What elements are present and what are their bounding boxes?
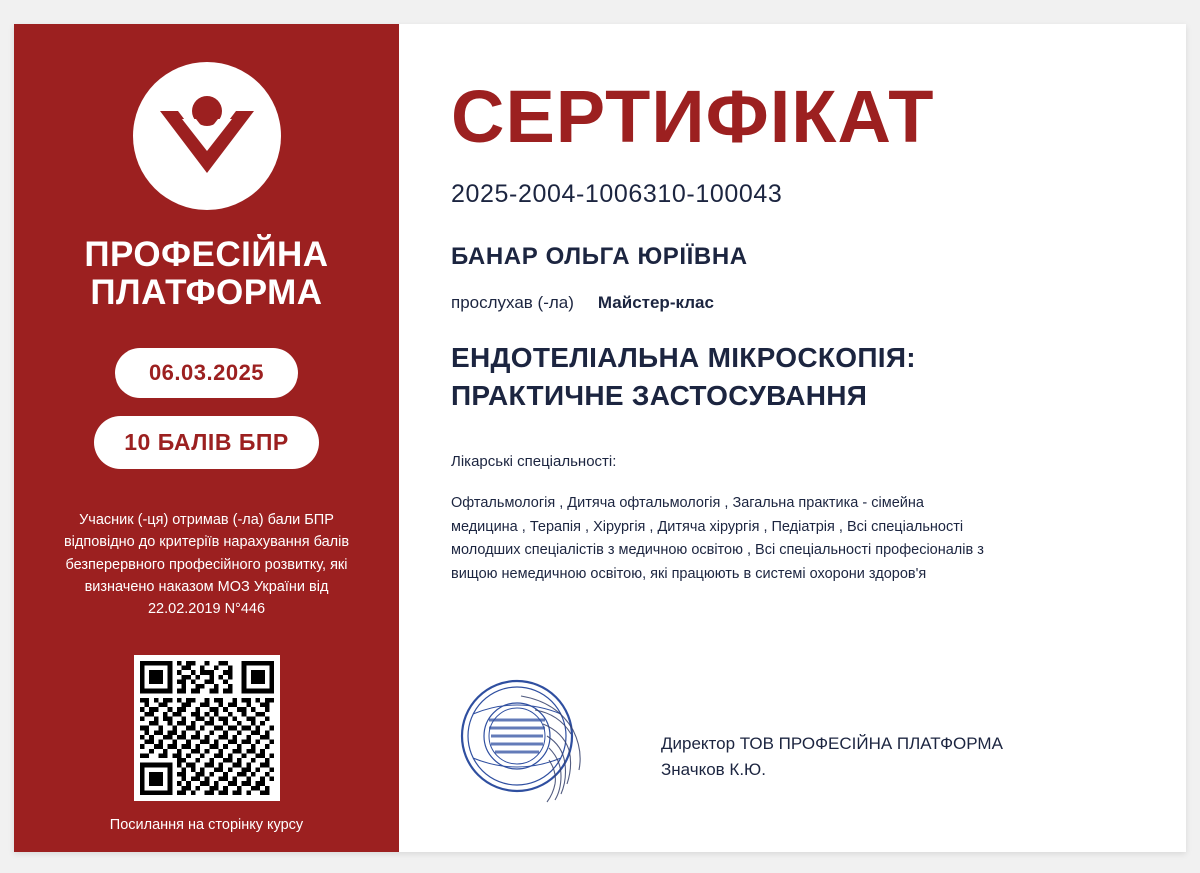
brand-name (84, 236, 328, 312)
recipient-name: БАНАР ОЛЬГА ЮРІЇВНА (451, 243, 748, 270)
specialties-label: Лікарські спеціальності: (451, 452, 617, 470)
qr-caption: Посилання на сторінку курсу (109, 816, 304, 833)
specialties-list: Офтальмологія , Дитяча офтальмологія , Загальна практика - сімейна медицина , Терапія , Хірургія , Дитяча хірургія , Педіатрія , Всі спеціальності молодших спеціалістів з медичною освітою , Всі спеціальності професіоналів з вищою немедичною освітою, які працюють в системі охорони здоров'я (451, 494, 984, 583)
brand-line-2: ПЛАТФОРМА (90, 272, 323, 312)
points-badge: 10 БАЛІВ БПР (94, 416, 318, 469)
attendance-label: прослухав (-ла) (451, 293, 574, 312)
signature-block (451, 674, 1134, 804)
official-stamp (451, 674, 631, 804)
certificate-title: СЕРТИФІКАТ (451, 75, 935, 158)
event-type: Майстер-клас (597, 293, 714, 312)
points-disclaimer: Учасник (-ця) отримав (-ла) бали БПР відповідно до критеріїв нарахування балів безперервного професійного розвитку, які визначено наказом МОЗ України від 22.02.2019 N°446 (63, 511, 350, 618)
brand-line-1: ПРОФЕСІЙНА (84, 235, 329, 274)
certificate-number: 2025-2004-1006310-100043 (451, 180, 783, 208)
issue-date-badge: 06.03.2025 (115, 348, 298, 398)
qr-code-icon (140, 661, 274, 795)
certificate-document (14, 24, 1186, 852)
qr-code[interactable] (134, 655, 280, 801)
director-name: Значков К.Ю. (661, 759, 766, 779)
course-title: ЕНДОТЕЛІАЛЬНА МІКРОСКОПІЯ: ПРАКТИЧНЕ ЗАСТОСУВАННЯ (451, 342, 916, 411)
official-stamp-icon (451, 674, 631, 804)
director-title: Директор ТОВ ПРОФЕСІЙНА ПЛАТФОРМА (661, 734, 1003, 753)
director-signature-text (661, 731, 1003, 804)
certificate-right-panel (399, 24, 1186, 852)
professional-platform-logo-icon (152, 81, 262, 191)
attendance-row (451, 293, 1134, 313)
certificate-left-panel (14, 24, 399, 852)
brand-logo (133, 62, 281, 210)
